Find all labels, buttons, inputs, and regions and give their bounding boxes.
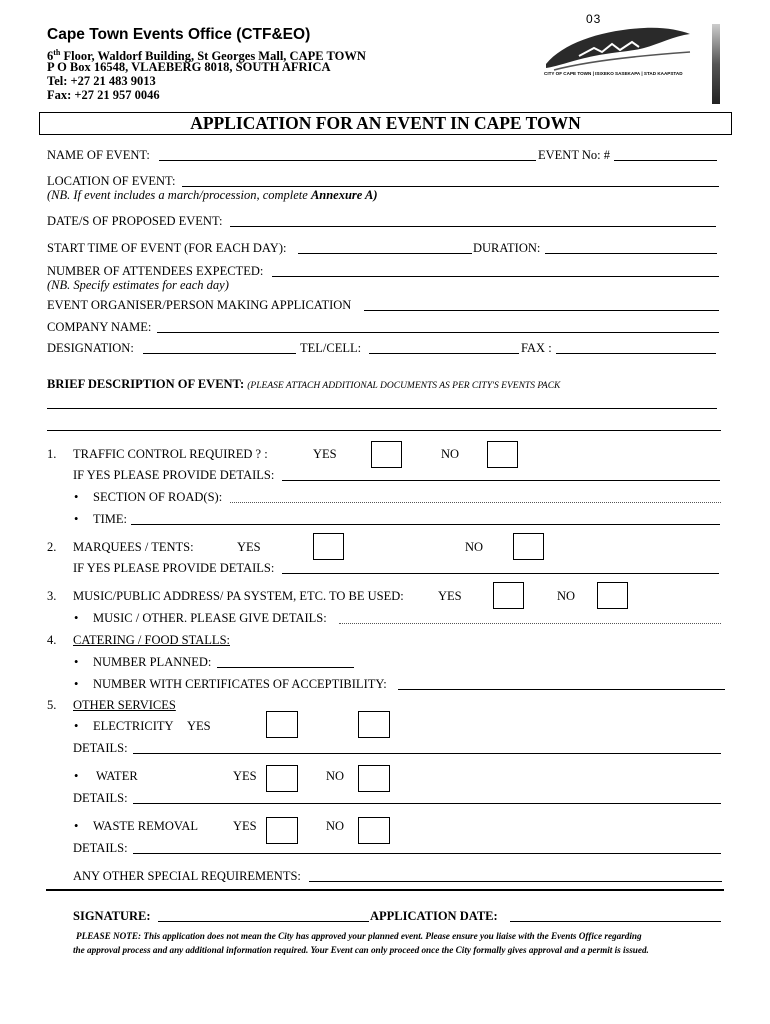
fax-field[interactable]	[556, 353, 716, 354]
bullet-icon	[74, 769, 78, 784]
fax-number: Fax: +27 21 957 0046	[47, 88, 160, 102]
music-no-checkbox[interactable]	[597, 582, 628, 609]
marquees-no-label: NO	[465, 540, 484, 554]
bullet-icon	[74, 655, 78, 670]
tel-cell-field[interactable]	[369, 353, 519, 354]
approval-note-line-2: the approval process and any additional information required. Your Event can only proceed once the City formally gives approval and a permit is issued.	[73, 945, 649, 955]
city-logo	[544, 22, 694, 82]
marquees-details-label: IF YES PLEASE PROVIDE DETAILS:	[73, 561, 275, 575]
music-other-field[interactable]	[339, 623, 721, 624]
section-of-roads-field[interactable]	[230, 502, 721, 503]
water-no-label: NO	[326, 769, 345, 783]
bullet-icon	[74, 490, 78, 505]
dates-field[interactable]	[230, 226, 716, 227]
location-note: (NB. If event includes a march/procession, complete Annexure A)	[47, 188, 378, 202]
traffic-details-label: IF YES PLEASE PROVIDE DETAILS:	[73, 468, 275, 482]
music-no-label: NO	[557, 589, 576, 603]
signature-label: SIGNATURE:	[73, 909, 151, 923]
other-services-label: OTHER SERVICES	[73, 698, 176, 712]
office-name: Cape Town Events Office (CTF&EO)	[47, 26, 311, 43]
catering-label: CATERING / FOOD STALLS:	[73, 633, 230, 647]
electricity-details-field[interactable]	[133, 753, 721, 754]
section-5-number: 5.	[47, 698, 57, 712]
company-field[interactable]	[157, 332, 719, 333]
time-label: TIME:	[93, 512, 128, 526]
section-divider	[46, 889, 724, 891]
start-time-label: START TIME OF EVENT (FOR EACH DAY):	[47, 241, 287, 255]
bullet-icon	[74, 512, 78, 527]
company-label: COMPANY NAME:	[47, 320, 152, 334]
music-label: MUSIC/PUBLIC ADDRESS/ PA SYSTEM, ETC. TO BE USED:	[73, 589, 404, 603]
waste-label: WASTE REMOVAL	[93, 819, 198, 833]
telephone: Tel: +27 21 483 9013	[47, 74, 156, 88]
waste-yes-checkbox[interactable]	[266, 817, 298, 844]
waste-no-label: NO	[326, 819, 345, 833]
electricity-no-checkbox[interactable]	[358, 711, 390, 738]
section-4-number: 4.	[47, 633, 57, 647]
waste-details-label: DETAILS:	[73, 841, 128, 855]
brief-description-line-1[interactable]	[47, 408, 717, 409]
bullet-icon	[74, 819, 78, 834]
other-special-label: ANY OTHER SPECIAL REQUIREMENTS:	[73, 869, 301, 883]
music-other-label: MUSIC / OTHER. PLEASE GIVE DETAILS:	[93, 611, 327, 625]
traffic-yes-label: YES	[313, 447, 337, 461]
traffic-control-label: TRAFFIC CONTROL REQUIRED ? :	[73, 447, 268, 461]
electricity-label: ELECTRICITY	[93, 719, 174, 733]
dates-label: DATE/S OF PROPOSED EVENT:	[47, 214, 223, 228]
traffic-no-label: NO	[441, 447, 460, 461]
water-details-label: DETAILS:	[73, 791, 128, 805]
marquees-no-checkbox[interactable]	[513, 533, 544, 560]
other-special-field[interactable]	[309, 881, 722, 882]
attendees-field[interactable]	[272, 276, 719, 277]
marquees-yes-label: YES	[237, 540, 261, 554]
number-certificates-field[interactable]	[398, 689, 725, 690]
location-label: LOCATION OF EVENT:	[47, 174, 176, 188]
tel-cell-label: TEL/CELL:	[300, 341, 362, 355]
page-number: 03	[586, 12, 602, 26]
start-time-field[interactable]	[298, 253, 472, 254]
electricity-details-label: DETAILS:	[73, 741, 128, 755]
waste-details-field[interactable]	[133, 853, 721, 854]
water-label: WATER	[96, 769, 138, 783]
marquees-label: MARQUEES / TENTS:	[73, 540, 194, 554]
designation-label: DESIGNATION:	[47, 341, 134, 355]
decorative-bar	[712, 24, 720, 104]
bullet-icon	[74, 677, 78, 692]
duration-field[interactable]	[545, 253, 717, 254]
number-planned-field[interactable]	[217, 667, 354, 668]
address-line-2: P O Box 16548, VLAEBERG 8018, SOUTH AFRICA	[47, 60, 331, 74]
section-of-roads-label: SECTION OF ROAD(S):	[93, 490, 223, 504]
traffic-yes-checkbox[interactable]	[371, 441, 402, 468]
form-title: APPLICATION FOR AN EVENT IN CAPE TOWN	[190, 113, 581, 133]
number-planned-label: NUMBER PLANNED:	[93, 655, 212, 669]
waste-yes-label: YES	[233, 819, 257, 833]
address-line-1: 6th Floor, Waldorf Building, St Georges Mall, CAPE TOWN	[47, 48, 366, 64]
water-details-field[interactable]	[133, 803, 721, 804]
traffic-details-field[interactable]	[282, 480, 720, 481]
section-3-number: 3.	[47, 589, 57, 603]
water-yes-label: YES	[233, 769, 257, 783]
music-yes-checkbox[interactable]	[493, 582, 524, 609]
signature-field[interactable]	[158, 921, 369, 922]
electricity-yes-label: YES	[187, 719, 211, 733]
bullet-icon	[74, 611, 78, 626]
attendees-note: (NB. Specify estimates for each day)	[47, 278, 229, 292]
water-yes-checkbox[interactable]	[266, 765, 298, 792]
fax-label: FAX :	[521, 341, 552, 355]
time-field[interactable]	[131, 524, 720, 525]
bullet-icon	[74, 719, 78, 734]
brief-description-line-2[interactable]	[47, 430, 721, 431]
number-certificates-label: NUMBER WITH CERTIFICATES OF ACCEPTIBILITY:	[93, 677, 387, 691]
duration-label: DURATION:	[473, 241, 541, 255]
marquees-yes-checkbox[interactable]	[313, 533, 344, 560]
logo-caption: CITY OF CAPE TOWN | ISIXEKO SASEKAPA | STAD KAAPSTAD	[544, 71, 683, 76]
approval-note-line-1: PLEASE NOTE: This application does not mean the City has approved your planned event. Please ensure you liaise with the Events Office regarding	[76, 931, 642, 941]
name-of-event-field[interactable]	[159, 160, 536, 161]
designation-field[interactable]	[143, 353, 296, 354]
application-date-field[interactable]	[510, 921, 721, 922]
electricity-yes-checkbox[interactable]	[266, 711, 298, 738]
brief-description: BRIEF DESCRIPTION OF EVENT: (PLEASE ATTACH ADDITIONAL DOCUMENTS AS PER CITY'S EVENTS PACK	[47, 377, 561, 391]
traffic-no-checkbox[interactable]	[487, 441, 518, 468]
event-no-field[interactable]	[614, 160, 717, 161]
music-yes-label: YES	[438, 589, 462, 603]
organiser-field[interactable]	[364, 310, 719, 311]
event-no-label: EVENT No: #	[538, 148, 610, 162]
name-of-event-label: NAME OF EVENT:	[47, 148, 150, 162]
marquees-details-field[interactable]	[282, 573, 719, 574]
section-2-number: 2.	[47, 540, 57, 554]
organiser-label: EVENT ORGANISER/PERSON MAKING APPLICATION	[47, 298, 352, 312]
waste-no-checkbox[interactable]	[358, 817, 390, 844]
section-1-number: 1.	[47, 447, 57, 461]
location-field[interactable]	[182, 186, 719, 187]
attendees-label: NUMBER OF ATTENDEES EXPECTED:	[47, 264, 264, 278]
water-no-checkbox[interactable]	[358, 765, 390, 792]
application-date-label: APPLICATION DATE:	[370, 909, 498, 923]
